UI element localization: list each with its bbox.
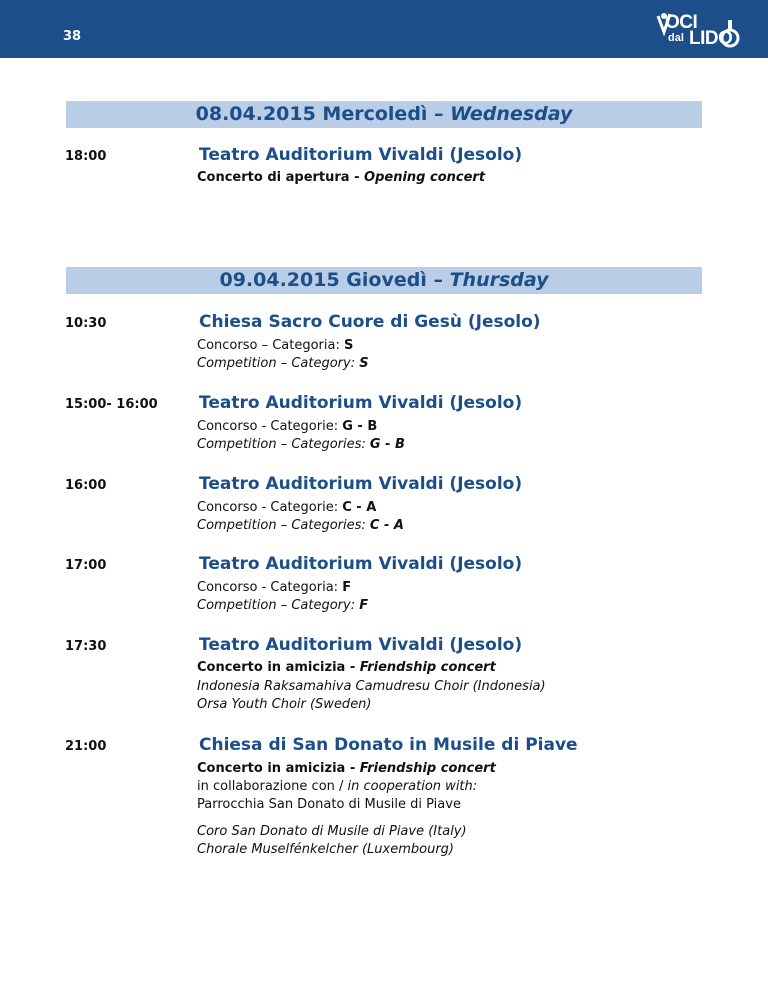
event-category-en: Competition – Categories: G - B [197, 437, 405, 452]
event-category-en: Competition – Categories: C - A [197, 518, 404, 533]
event-venue: Teatro Auditorium Vivaldi (Jesolo) [199, 474, 523, 494]
event-category-en: Competition – Category: S [197, 356, 369, 371]
day-header-wednesday: 08.04.2015 Mercoledì – Wednesday [66, 101, 702, 128]
logo-word-oci: OCI [665, 12, 698, 33]
event-venue: Chiesa Sacro Cuore di Gesù (Jesolo) [199, 312, 541, 332]
day-header-thursday: 09.04.2015 Giovedì – Thursday [66, 267, 702, 294]
choir-name: Coro San Donato di Musile di Piave (Italy) [197, 824, 467, 839]
event-time: 17:30 [65, 639, 107, 654]
logo-word-lido: LIDO [689, 28, 733, 49]
event-time: 17:00 [65, 558, 107, 573]
choir-name: Orsa Youth Choir (Sweden) [197, 697, 372, 712]
event-category-it: Concorso – Categoria: S [197, 338, 354, 353]
event-venue: Teatro Auditorium Vivaldi (Jesolo) [199, 635, 523, 655]
event-time: 16:00 [65, 478, 107, 493]
event-venue: Teatro Auditorium Vivaldi (Jesolo) [199, 393, 523, 413]
event-category-it: Concorso - Categoria: F [197, 580, 352, 595]
choir-name: Indonesia Raksamahiva Camudresu Choir (Indonesia) [197, 679, 546, 694]
choir-name: Chorale Muselfénkelcher (Luxembourg) [197, 842, 454, 857]
event-description: Concerto in amicizia - Friendship concert [197, 660, 496, 675]
page-number: 38 [63, 29, 82, 44]
event-category-it: Concorso - Categorie: C - A [197, 500, 377, 515]
event-time: 15:00- 16:00 [65, 397, 158, 412]
partner-name: Parrocchia San Donato di Musile di Piave [197, 797, 461, 812]
event-venue: Teatro Auditorium Vivaldi (Jesolo) [199, 554, 523, 574]
event-description: Concerto di apertura - Opening concert [197, 170, 486, 185]
event-time: 21:00 [65, 739, 107, 754]
top-bar [0, 0, 768, 58]
event-time: 18:00 [65, 149, 107, 164]
logo-word-dal: dal [668, 32, 684, 44]
event-category-en: Competition – Category: F [197, 598, 369, 613]
event-venue: Chiesa di San Donato in Musile di Piave [199, 735, 578, 755]
event-time: 10:30 [65, 316, 107, 331]
event-description: Concerto in amicizia - Friendship concert [197, 761, 496, 776]
collaboration-line: in collaborazione con / in cooperation with: [197, 779, 478, 794]
event-category-it: Concorso - Categorie: G - B [197, 419, 378, 434]
voci-dal-lido-logo [652, 6, 742, 54]
event-venue: Teatro Auditorium Vivaldi (Jesolo) [199, 145, 523, 165]
